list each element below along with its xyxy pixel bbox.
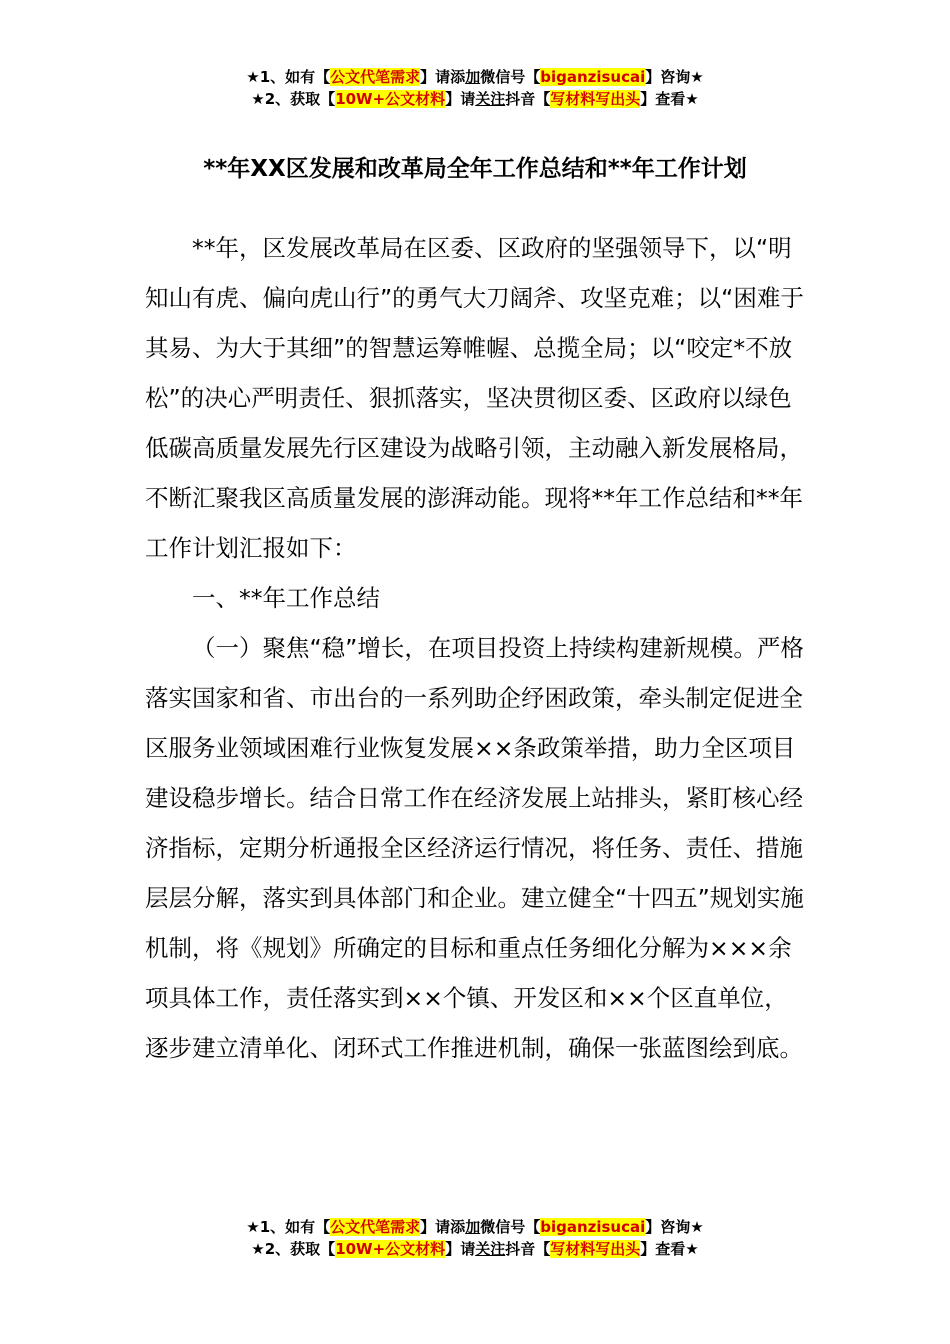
promo-text: ★1、如有【 xyxy=(246,1218,331,1236)
promo-highlight: 10W+公文材料 xyxy=(335,90,446,108)
promo-text: 】请 xyxy=(445,1240,476,1258)
document-body xyxy=(145,223,805,1073)
header-promo-banner xyxy=(0,66,950,110)
promo-underline: 关注 xyxy=(475,1240,506,1258)
promo-text: 抖音【 xyxy=(505,90,551,108)
promo-underline: 关注 xyxy=(475,90,506,108)
promo-text: 】请添 xyxy=(420,68,466,86)
promo-text: 抖音【 xyxy=(505,1240,551,1258)
promo-highlight-douyin: 写材料写出头 xyxy=(550,1240,641,1258)
promo-highlight-douyin: 写材料写出头 xyxy=(550,90,641,108)
promo-underline: 加 xyxy=(465,68,481,86)
promo-text: ★2、获取【 xyxy=(251,1240,336,1258)
promo-line-1 xyxy=(0,1216,950,1238)
promo-text: 】请 xyxy=(445,90,476,108)
promo-text: 】查看★ xyxy=(640,1240,699,1258)
promo-highlight-wechat: biganzisucai xyxy=(540,68,646,86)
promo-line-2 xyxy=(0,1238,950,1260)
promo-text: 微信号【 xyxy=(480,1218,541,1236)
promo-text: 微信号【 xyxy=(480,68,541,86)
promo-text: ★1、如有【 xyxy=(246,68,331,86)
promo-highlight-wechat: biganzisucai xyxy=(540,1218,646,1236)
section-heading-1: 一、**年工作总结 xyxy=(192,584,380,612)
promo-highlight: 公文代笔需求 xyxy=(330,1218,421,1236)
promo-text: 】咨询★ xyxy=(645,1218,704,1236)
promo-highlight: 10W+公文材料 xyxy=(335,1240,446,1258)
paragraph-intro: **年，区发展改革局在区委、区政府的坚强领导下，以“明知山有虎、偏向虎山行”的勇气大刀阔斧、攻坚克难；以“困难于其易、为大于其细”的智慧运筹帷幄、总揽全局；以“咬定*不放松”的决心严明责任、狠抓落实，坚决贯彻区委、区政府以绿色低碳高质量发展先行区建设为战略引领，主动融入新发展格局，不断汇聚我区高质量发展的澎湃动能。现将**年工作总结和**年工作计划汇报如下： xyxy=(145,234,804,562)
promo-text: 】咨询★ xyxy=(645,68,704,86)
document-title: **年XX区发展和改革局全年工作总结和**年工作计划 xyxy=(203,156,747,182)
promo-text: 】请添 xyxy=(420,1218,466,1236)
paragraph-section-1-1: （一）聚焦“稳”增长，在项目投资上持续构建新规模。严格落实国家和省、市出台的一系列助企纾困政策，牵头制定促进全区服务业领域困难行业恢复发展××条政策举措，助力全区项目建设稳步增长。结合日常工作在经济发展上站排头，紧盯核心经济指标，定期分析通报全区经济运行情况，将任务、责任、措施层层分解，落实到具体部门和企业。建立健全“十四五”规划实施机制，将《规划》所确定的目标和重点任务细化分解为×××余项具体工作，责任落实到××个镇、开发区和××个区直单位，逐步建立清单化、闭环式工作推进机制，确保一张蓝图绘到底。 xyxy=(145,634,804,1062)
promo-text: ★2、获取【 xyxy=(251,90,336,108)
promo-line-2 xyxy=(0,88,950,110)
footer-promo-banner xyxy=(0,1216,950,1260)
promo-text: 】查看★ xyxy=(640,90,699,108)
promo-highlight: 公文代笔需求 xyxy=(330,68,421,86)
promo-underline: 加 xyxy=(465,1218,481,1236)
promo-line-1 xyxy=(0,66,950,88)
